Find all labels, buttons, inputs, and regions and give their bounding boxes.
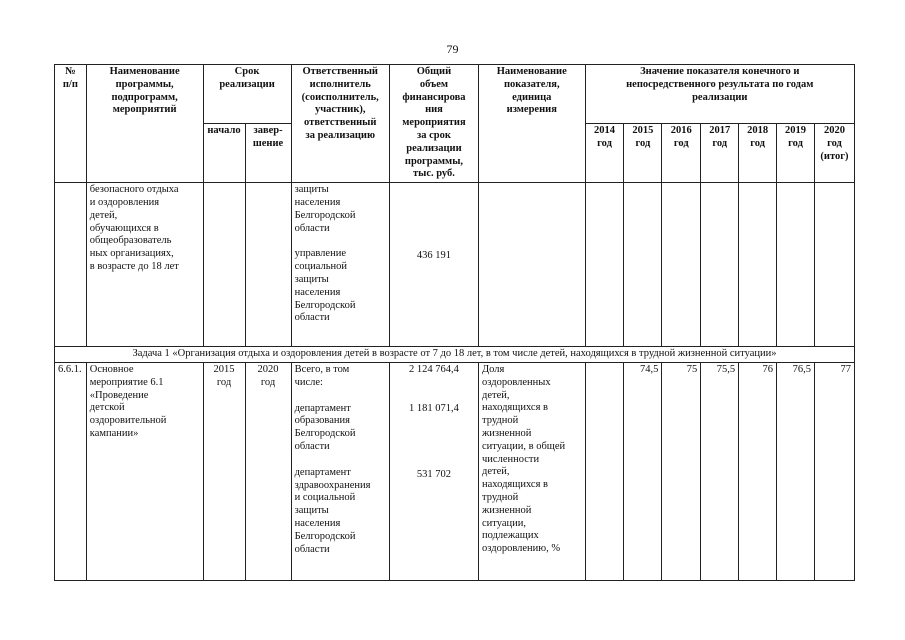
row-volume-3: 531 702 xyxy=(416,468,452,480)
task-title: Задача 1 «Организация отдыха и оздоровления детей в возрасте от 7 до 18 лет, в том числе детей, находящихся в трудной жизненной ситуации» xyxy=(55,347,855,363)
row-value-2018: 76 xyxy=(739,362,777,580)
row-executor-3: департамент здравоохранения и социальной защиты населения Белгородской области xyxy=(294,466,371,555)
continuation-row xyxy=(55,183,855,347)
header-year-2015: 2015 год xyxy=(624,124,662,183)
row-num: 6.6.1. xyxy=(55,362,87,580)
cont-indicator xyxy=(479,183,586,347)
header-start: начало xyxy=(203,124,245,183)
row-indicator: Доля оздоровленных детей, находящихся в трудной жизненной ситуации, в общей численности детей, находящихся в трудной жизненной ситуации, подлежащих оздоровлению, % xyxy=(479,362,586,580)
header-indicator: Наименование показателя, единица измерения xyxy=(479,65,586,183)
row-value-2019: 76,5 xyxy=(777,362,815,580)
header-values-group: Значение показателя конечного и непосредственного результата по годам реализации xyxy=(585,65,854,124)
row-end: 2020 год xyxy=(245,362,291,580)
cont-executor-2: управление социальной защиты населения Белгородской области xyxy=(294,248,356,324)
row-value-2020: 77 xyxy=(814,362,854,580)
header-year-2020: 2020 год (итог) xyxy=(814,124,854,183)
row-value-2016: 75 xyxy=(662,362,701,580)
row-executor xyxy=(291,362,389,580)
row-executor-1: Всего, в том числе: xyxy=(294,363,350,388)
header-year-2014: 2014 год xyxy=(585,124,624,183)
table-row xyxy=(55,362,855,580)
header-year-2017: 2017 год xyxy=(701,124,739,183)
task-row xyxy=(55,347,855,363)
cont-executor xyxy=(291,183,389,347)
header-year-2016: 2016 год xyxy=(662,124,701,183)
header-volume: Общий объем финансирова ния мероприятия за срок реализации программы, тыс. руб. xyxy=(389,65,478,183)
header-row-1 xyxy=(55,65,855,124)
cont-volume xyxy=(389,183,478,347)
header-name: Наименование программы, подпрограмм, мероприятий xyxy=(86,65,203,183)
program-table xyxy=(54,64,855,581)
cont-start xyxy=(203,183,245,347)
header-year-2018: 2018 год xyxy=(739,124,777,183)
cont-volume-2: 436 191 xyxy=(416,250,452,262)
header-term: Срок реализации xyxy=(203,65,291,124)
cont-executor-1: защиты населения Белгородской области xyxy=(294,184,356,234)
row-value-2014 xyxy=(585,362,624,580)
header-executor: Ответственный исполнитель (соисполнитель, участник), ответственный за реализацию xyxy=(291,65,389,183)
row-value-2017: 75,5 xyxy=(701,362,739,580)
cont-end xyxy=(245,183,291,347)
page-number: 79 xyxy=(446,42,459,56)
row-volume-1: 2 124 764,4 xyxy=(409,363,459,375)
cont-num xyxy=(55,183,87,347)
row-start: 2015 год xyxy=(203,362,245,580)
cont-name: безопасного отдыха и оздоровления детей, обучающихся в общеобразователь ных организациях, в возрасте до 18 лет xyxy=(86,183,203,347)
header-num: № п/п xyxy=(55,65,87,183)
row-value-2015: 74,5 xyxy=(624,362,662,580)
row-volume-2: 1 181 071,4 xyxy=(409,402,459,414)
header-year-2019: 2019 год xyxy=(777,124,815,183)
header-end: завер- шение xyxy=(245,124,291,183)
row-volume xyxy=(389,362,478,580)
row-executor-2: департамент образования Белгородской области xyxy=(294,402,356,452)
row-name: Основное мероприятие 6.1 «Проведение детской оздоровительной кампании» xyxy=(86,362,203,580)
